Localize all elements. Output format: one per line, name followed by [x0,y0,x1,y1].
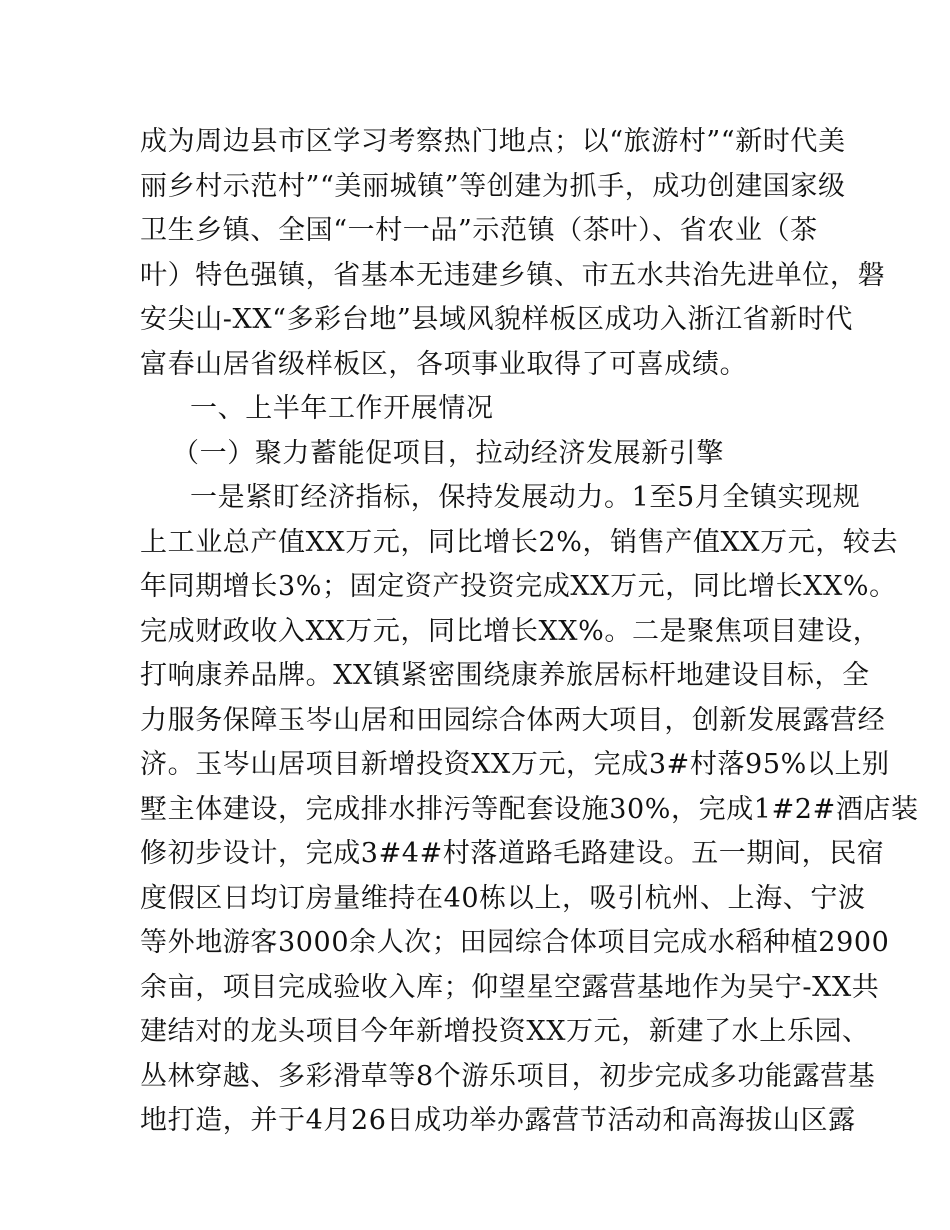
text-line: 丽乡村示范村”“美丽城镇”等创建为抓手，成功创建国家级 [140,170,846,202]
text-line: 等外地游客3000余人次；田园综合体项目完成水稻种植2900 [140,927,890,958]
text-line: 地打造，并于4月26日成功举办露营节活动和高海拔山区露 [140,1105,856,1136]
text-line: 一是紧盯经济指标，保持发展动力。1至5月全镇实现规 [190,482,861,513]
text-line: 完成财政收入XX万元，同比增长XX%。二是聚焦项目建设， [140,615,881,647]
text-line: 力服务保障玉岑山居和田园综合体两大项目，创新发展露营经 [140,704,886,736]
text-line: 度假区日均订房量维持在40栋以上，吸引杭州、上海、宁波 [140,882,866,914]
text-line: 建结对的龙头项目今年新增投资XX万元，新建了水上乐园、 [140,1016,870,1047]
text-line: 修初步设计，完成3#4#村落道路毛路建设。五一期间，民宿 [140,838,885,869]
text-line: 上工业总产值XX万元，同比增长2%，销售产值XX万元，较去 [140,526,899,558]
text-line: 济。玉岑山居项目新增投资XX万元，完成3#村落95%以上别 [140,749,890,780]
text-line: 墅主体建设，完成排水排污等配套设施30%，完成1#2#酒店装 [140,793,919,825]
text-line: 打响康养品牌。XX镇紧密围绕康养旅居标杆地建设目标，全 [140,660,870,691]
text-line: 富春山居省级样板区，各项事业取得了可喜成绩。 [140,348,748,380]
text-line: 年同期增长3%；固定资产投资完成XX万元，同比增长XX%。 [140,571,897,602]
section-heading: 一、上半年工作开展情况 [190,393,494,424]
text-line: 卫生乡镇、全国“一村一品”示范镇（茶叶）、省农业（茶 [140,215,818,246]
text-line: 安尖山-XX“多彩台地”县域风貌样板区成功入浙江省新时代 [140,304,853,335]
subsection-heading: （一）聚力蓄能促项目，拉动经济发展新引擎 [172,437,724,469]
text-line: 丛林穿越、多彩滑草等8个游乐项目，初步完成多功能露营基 [140,1060,876,1092]
text-line: 成为周边县市区学习考察热门地点；以“旅游村”“新时代美 [140,126,846,157]
text-line: 叶）特色强镇，省基本无违建乡镇、市五水共治先进单位，磐 [140,259,886,291]
body-text [140,120,919,1144]
text-line: 余亩，项目完成验收入库；仰望星空露营基地作为吴宁-XX共 [140,971,880,1003]
